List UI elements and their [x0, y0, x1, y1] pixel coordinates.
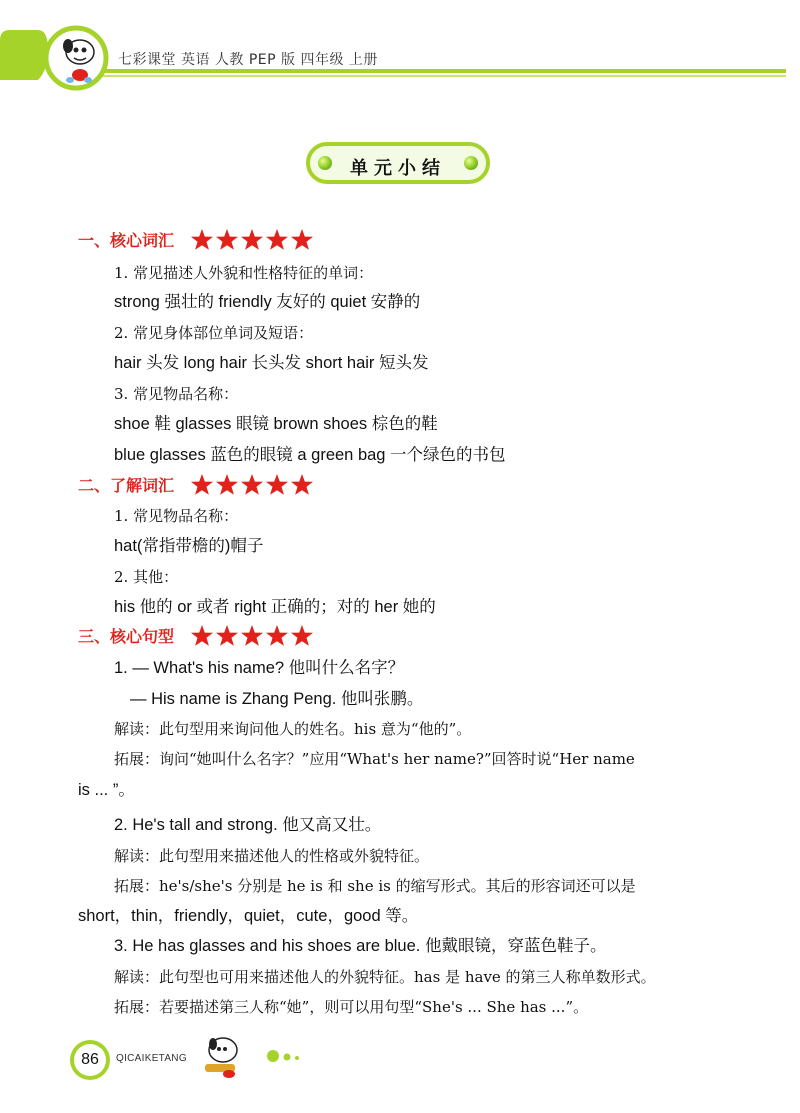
section-heading-learn-vocab: 二、了解词汇 — [78, 476, 175, 495]
text-line: shoe 鞋 glasses 眼镜 brown shoes 棕色的鞋 — [114, 415, 438, 433]
star-icon — [215, 473, 239, 497]
text-line: blue glasses 蓝色的眼镜 a green bag 一个绿色的书包 — [114, 446, 506, 464]
star-icon — [265, 624, 289, 648]
text-line: 1. 常见物品名称： — [114, 507, 239, 525]
text-line: 解读：此句型也可用来描述他人的外貌特征。has 是 have 的第三人称单数形式。 — [114, 968, 656, 986]
star-icon — [265, 473, 289, 497]
star-icon — [190, 624, 214, 648]
text-line: is ... ”。 — [78, 781, 135, 799]
section-heading-core-sentences: 三、核心句型 — [78, 627, 175, 646]
text-line: his 他的 or 或者 right 正确的；对的 her 她的 — [114, 598, 436, 616]
page-number: 86 — [81, 1051, 99, 1068]
star-icon — [265, 228, 289, 252]
banner-title: 单元小结 — [350, 158, 446, 179]
text-line: 2. 其他： — [114, 568, 179, 586]
star-icon — [290, 228, 314, 252]
text-line: 2. 常见身体部位单词及短语： — [114, 324, 314, 342]
star-icon — [215, 228, 239, 252]
section-banner — [306, 142, 490, 184]
text-line: 1. — What's his name? 他叫什么名字？ — [114, 659, 405, 677]
star-icon — [290, 473, 314, 497]
text-line: 3. He has glasses and his shoes are blue. 他戴眼镜，穿蓝色鞋子。 — [114, 937, 607, 955]
star-icon — [215, 624, 239, 648]
footer-brand: QICAIKETANG — [116, 1053, 187, 1064]
text-line: — His name is Zhang Peng. 他叫张鹏。 — [130, 690, 424, 708]
text-line: strong 强壮的 friendly 友好的 quiet 安静的 — [114, 293, 421, 311]
text-line: 拓展：he's/she's 分别是 he is 和 she is 的缩写形式。其后的形容词还可以是 — [114, 877, 636, 895]
text-line: 3. 常见物品名称： — [114, 385, 239, 403]
green-dot-icon — [464, 156, 478, 170]
text-line: 2. He's tall and strong. 他又高又壮。 — [114, 816, 382, 834]
header-title: 七彩课堂 英语 人教 PEP 版 四年级 上册 — [118, 52, 378, 68]
rating-stars — [190, 624, 315, 646]
mascot-footer-illustration — [195, 1030, 315, 1080]
star-icon — [290, 624, 314, 648]
text-line: 拓展：若要描述第三人称“她”，则可以用句型“She's ... She has ...”。 — [114, 998, 589, 1016]
text-line: hair 头发 long hair 长头发 short hair 短头发 — [114, 354, 429, 372]
rating-stars — [190, 473, 315, 495]
section-heading-core-vocab: 一、核心词汇 — [78, 231, 175, 250]
text-line: 解读：此句型用来询问他人的姓名。his 意为“他的”。 — [114, 720, 472, 738]
text-line: 拓展：询问“她叫什么名字？”应用“What's her name?”回答时说“Her name — [114, 750, 635, 768]
star-icon — [190, 228, 214, 252]
star-icon — [240, 473, 264, 497]
text-line: hat(常指带檐的)帽子 — [114, 537, 264, 555]
text-line: 解读：此句型用来描述他人的性格或外貌特征。 — [114, 847, 430, 865]
text-line: 1. 常见描述人外貌和性格特征的单词： — [114, 264, 374, 282]
star-icon — [190, 473, 214, 497]
star-icon — [240, 624, 264, 648]
star-icon — [240, 228, 264, 252]
text-line: short，thin，friendly，quiet，cute，good 等。 — [78, 907, 419, 925]
rating-stars — [190, 228, 315, 250]
